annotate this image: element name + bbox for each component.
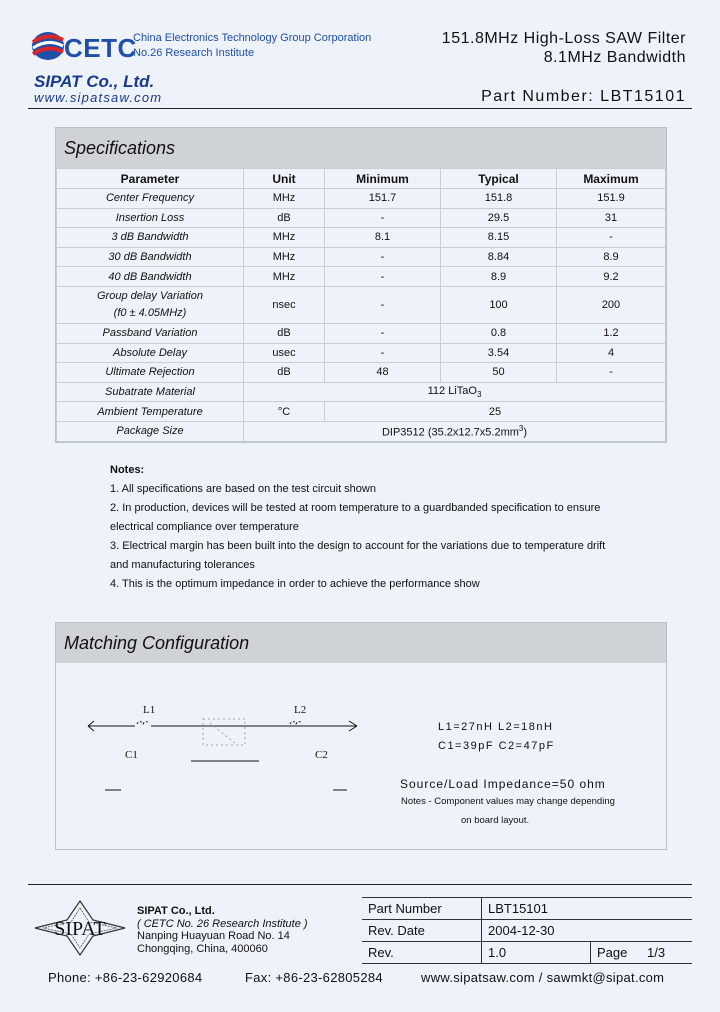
- row-typ: 0.8: [441, 323, 557, 343]
- group-name: China Electronics Technology Group Corporation: [133, 32, 372, 44]
- footer-contact[interactable]: www.sipatsaw.com / sawmkt@sipat.com: [421, 970, 665, 985]
- row-param: Absolute Delay: [57, 343, 244, 363]
- table-row: [57, 402, 666, 422]
- header-part-number: Part Number: LBT15101: [481, 88, 686, 105]
- table-row: [57, 286, 666, 323]
- row-min: -: [325, 267, 441, 287]
- col-unit: Unit: [244, 169, 325, 189]
- row-min: -: [325, 208, 441, 228]
- table-row: [57, 382, 666, 402]
- row-param: Ultimate Rejection: [57, 363, 244, 383]
- table-row: [362, 898, 692, 920]
- col-typical: Typical: [441, 169, 557, 189]
- product-title: 151.8MHz High-Loss SAW Filter: [441, 30, 686, 47]
- table-row: [57, 247, 666, 267]
- label-c2: C2: [315, 749, 328, 761]
- institute-name: [133, 31, 371, 61]
- table-row: [362, 920, 692, 942]
- footer-city: Chongqing, China, 400060: [137, 942, 268, 955]
- notes-title: Notes:: [110, 464, 145, 476]
- company-name: SIPAT Co., Ltd.: [34, 72, 155, 91]
- specifications-heading: Specifications: [56, 128, 666, 168]
- substrate-value: 112 LiTaO: [427, 384, 477, 397]
- package-value: DIP3512 (35.2x12.7x5.2mm: [381, 426, 519, 439]
- substrate-subscript: 3: [476, 390, 482, 400]
- package-superscript: 3: [518, 423, 524, 433]
- row-min: 8.1: [325, 228, 441, 248]
- sipat-logo-text: SIPAT: [54, 918, 106, 940]
- label-l2: L2: [294, 704, 307, 716]
- product-bandwidth: 8.1MHz Bandwidth: [543, 49, 686, 66]
- row-max: 8.9: [557, 247, 666, 267]
- table-row: [57, 208, 666, 228]
- row-unit: dB: [244, 363, 325, 383]
- row-unit: dB: [244, 208, 325, 228]
- note-line: 3. Electrical margin has been built into the design to account for the variations due to temperature drift: [110, 540, 606, 552]
- row-param: [57, 286, 244, 323]
- note-line: 1. All specifications are based on the test circuit shown: [110, 483, 376, 495]
- row-min: 151.7: [325, 189, 441, 209]
- matching-circuit-diagram: [85, 695, 375, 805]
- rev-value: 1.0: [482, 942, 591, 964]
- substrate-label: Subatrate Material: [57, 382, 244, 402]
- footer-street: Nanping Huayuan Road No. 14: [137, 930, 290, 942]
- row-max: 151.9: [557, 189, 666, 209]
- inductor-l2-icon: [290, 722, 302, 725]
- row-param: Insertion Loss: [57, 208, 244, 228]
- sipat-logo-icon: [33, 900, 127, 956]
- row-typ: 100: [441, 286, 557, 323]
- page-label: Page: [591, 942, 642, 964]
- row-param-line2: (f0 ± 4.05MHz): [113, 306, 187, 319]
- row-param: Passband Variation: [57, 323, 244, 343]
- ambient-label: Ambient Temperature: [57, 402, 244, 422]
- ambient-unit: °C: [244, 402, 325, 422]
- row-typ: 8.15: [441, 228, 557, 248]
- table-row: [57, 323, 666, 343]
- row-param-line1: Group delay Variation: [97, 289, 203, 302]
- component-values-2: C1=39pF C2=47pF: [438, 740, 555, 752]
- row-min: -: [325, 323, 441, 343]
- row-unit: MHz: [244, 189, 325, 209]
- specifications-table: [56, 168, 666, 442]
- row-typ: 50: [441, 363, 557, 383]
- row-min: 48: [325, 363, 441, 383]
- institute-number: No.26 Research Institute: [133, 47, 255, 59]
- row-unit: nsec: [244, 286, 325, 323]
- row-max: 4: [557, 343, 666, 363]
- saw-filter-icon: [203, 719, 245, 745]
- note-line: 2. In production, devices will be tested at room temperature to a guardbanded specification to ensure: [110, 502, 601, 514]
- matching-note-2: on board layout.: [461, 815, 530, 826]
- footer-phone: Phone: +86-23-62920684: [48, 970, 203, 985]
- impedance-text: Source/Load Impedance=50 ohm: [400, 777, 606, 791]
- note-line: electrical compliance over temperature: [110, 521, 299, 533]
- notes-block: [110, 461, 605, 594]
- package-label: Package Size: [57, 421, 244, 441]
- footer-address: [137, 905, 308, 955]
- ambient-value: 25: [325, 402, 666, 422]
- part-label: Part Number: [362, 898, 482, 920]
- row-max: 31: [557, 208, 666, 228]
- table-row: [57, 363, 666, 383]
- matching-note-1: Notes - Component values may change depending: [401, 796, 615, 807]
- website-link[interactable]: www.sipatsaw.com: [34, 90, 163, 105]
- row-max: -: [557, 228, 666, 248]
- table-row: [57, 421, 666, 441]
- header-divider: [28, 108, 692, 109]
- rev-label: Rev.: [362, 942, 482, 964]
- inductor-l1-icon: [137, 722, 149, 725]
- substrate-value-cell: [244, 382, 666, 402]
- cetc-logo-icon: [30, 28, 66, 64]
- cetc-logo-text: CETC: [64, 33, 137, 63]
- footer-company: SIPAT Co., Ltd.: [137, 905, 215, 917]
- row-typ: 8.9: [441, 267, 557, 287]
- specifications-section: [55, 127, 667, 443]
- footer-fax: Fax: +86-23-62805284: [245, 970, 383, 985]
- label-c1: C1: [125, 749, 138, 761]
- row-param: 30 dB Bandwidth: [57, 247, 244, 267]
- footer-institute: ( CETC No. 26 Research Institute ): [137, 917, 308, 930]
- row-param: 3 dB Bandwidth: [57, 228, 244, 248]
- row-max: 9.2: [557, 267, 666, 287]
- page-value: 1/3: [641, 942, 692, 964]
- label-l1: L1: [143, 704, 156, 716]
- row-param: Center Frequency: [57, 189, 244, 209]
- footer-divider: [28, 884, 692, 885]
- row-typ: 8.84: [441, 247, 557, 267]
- row-param: 40 dB Bandwidth: [57, 267, 244, 287]
- row-unit: MHz: [244, 247, 325, 267]
- matching-heading: Matching Configuration: [56, 623, 666, 663]
- row-typ: 29.5: [441, 208, 557, 228]
- date-label: Rev. Date: [362, 920, 482, 942]
- col-minimum: Minimum: [325, 169, 441, 189]
- row-min: -: [325, 343, 441, 363]
- table-row: [57, 267, 666, 287]
- row-unit: usec: [244, 343, 325, 363]
- date-value: 2004-12-30: [482, 920, 693, 942]
- component-values-1: L1=27nH L2=18nH: [438, 721, 554, 733]
- row-typ: 151.8: [441, 189, 557, 209]
- table-row: [362, 942, 692, 964]
- row-min: -: [325, 247, 441, 267]
- package-close: ): [523, 426, 528, 439]
- footer-info-table: [362, 897, 692, 964]
- row-max: 1.2: [557, 323, 666, 343]
- package-value-cell: [244, 421, 666, 441]
- row-unit: MHz: [244, 228, 325, 248]
- table-row: [57, 228, 666, 248]
- row-min: -: [325, 286, 441, 323]
- row-typ: 3.54: [441, 343, 557, 363]
- part-value: LBT15101: [482, 898, 693, 920]
- row-max: -: [557, 363, 666, 383]
- note-line: and manufacturing tolerances: [110, 559, 255, 571]
- col-maximum: Maximum: [557, 169, 666, 189]
- table-row: [57, 189, 666, 209]
- table-row: [57, 343, 666, 363]
- row-unit: dB: [244, 323, 325, 343]
- note-line: 4. This is the optimum impedance in order to achieve the performance show: [110, 578, 480, 590]
- row-unit: MHz: [244, 267, 325, 287]
- col-parameter: Parameter: [57, 169, 244, 189]
- table-header-row: [57, 169, 666, 189]
- row-max: 200: [557, 286, 666, 323]
